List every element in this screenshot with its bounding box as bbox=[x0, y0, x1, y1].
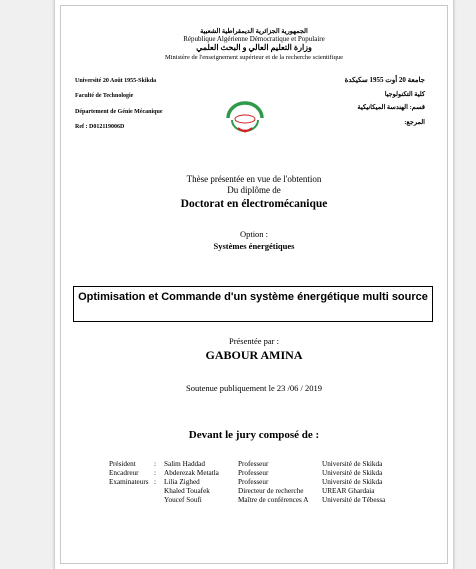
jury-name: Youcef Soufi bbox=[164, 496, 202, 504]
thesis-title: Optimisation et Commande d'un système énergétique multi source bbox=[78, 291, 428, 303]
left-faculty: Faculté de Technologie bbox=[75, 93, 134, 99]
jury-heading: Devant le jury composé de : bbox=[188, 429, 320, 441]
option-label: Option : bbox=[239, 229, 269, 239]
header-ar-ministry: وزارة التعليم العالي و البحث العلمي bbox=[196, 43, 312, 52]
jury-institution: Université de Tébessa bbox=[322, 496, 386, 504]
jury-institution: Université de Skikda bbox=[322, 460, 383, 468]
jury-role: Examinateurs bbox=[109, 478, 149, 486]
jury-institution: Université de Skikda bbox=[322, 469, 383, 477]
header-fr-ministry: Ministère de l'enseignement supérieur et de la recherche scientifique bbox=[164, 54, 344, 61]
jury-colon: : bbox=[154, 469, 156, 477]
right-faculty: كلية التكنولوجيا bbox=[384, 91, 425, 98]
jury-name: Lilia Zighed bbox=[164, 478, 200, 486]
jury-row bbox=[109, 487, 409, 496]
left-ref: Ref : D012119006D bbox=[75, 124, 125, 130]
jury-title: Maître de conférences A bbox=[238, 496, 309, 504]
author-name: GABOUR AMINA bbox=[205, 348, 303, 362]
jury-name: Abderezak Metatla bbox=[164, 469, 219, 477]
jury-institution: UREAR Ghardaia bbox=[322, 487, 375, 495]
left-university: Université 20 Août 1955-Skikda bbox=[75, 78, 157, 84]
degree-title: Doctorat en électromécanique bbox=[180, 198, 328, 210]
jury-title: Professeur bbox=[238, 460, 269, 468]
jury-colon: : bbox=[154, 478, 156, 486]
jury-title: Directeur de recherche bbox=[238, 487, 304, 495]
jury-title: Professeur bbox=[238, 478, 269, 486]
jury-institution: Université de Skikda bbox=[322, 478, 383, 486]
defense-date: Soutenue publiquement le 23 /06 / 2019 bbox=[186, 383, 322, 393]
jury-row bbox=[109, 478, 409, 487]
document-page bbox=[54, 0, 454, 569]
header-ar-republic: الجمهورية الجزائرية الديمقراطية الشعبية bbox=[200, 28, 308, 35]
option-value: Systèmes énergétiques bbox=[213, 241, 295, 251]
university-logo-icon bbox=[220, 98, 270, 138]
jury-name: Salim Haddad bbox=[164, 460, 205, 468]
jury-row bbox=[109, 469, 409, 478]
jury-name: Khaled Touafek bbox=[164, 487, 210, 495]
thesis-line2: Du diplôme de bbox=[227, 185, 281, 195]
right-ref: المرجع: bbox=[404, 119, 425, 126]
thesis-line1: Thèse présentée en vue de l'obtention bbox=[186, 174, 322, 184]
jury-colon: : bbox=[154, 460, 156, 468]
jury-row bbox=[109, 496, 409, 505]
thesis-title-box bbox=[73, 286, 433, 322]
right-university: جامعة 20 أوت 1955 سكيكدة bbox=[344, 76, 425, 84]
presented-by-label: Présentée par : bbox=[228, 336, 280, 346]
jury-title: Professeur bbox=[238, 469, 269, 477]
jury-role: Encadreur bbox=[109, 469, 139, 477]
jury-row bbox=[109, 460, 409, 469]
jury-role: Président bbox=[109, 460, 136, 468]
header-fr-republic: République Algérienne Démocratique et Populaire bbox=[183, 35, 325, 43]
right-department: قسم: الهندسة الميكانيكية bbox=[357, 104, 425, 111]
left-department: Département de Génie Mécanique bbox=[75, 109, 163, 115]
